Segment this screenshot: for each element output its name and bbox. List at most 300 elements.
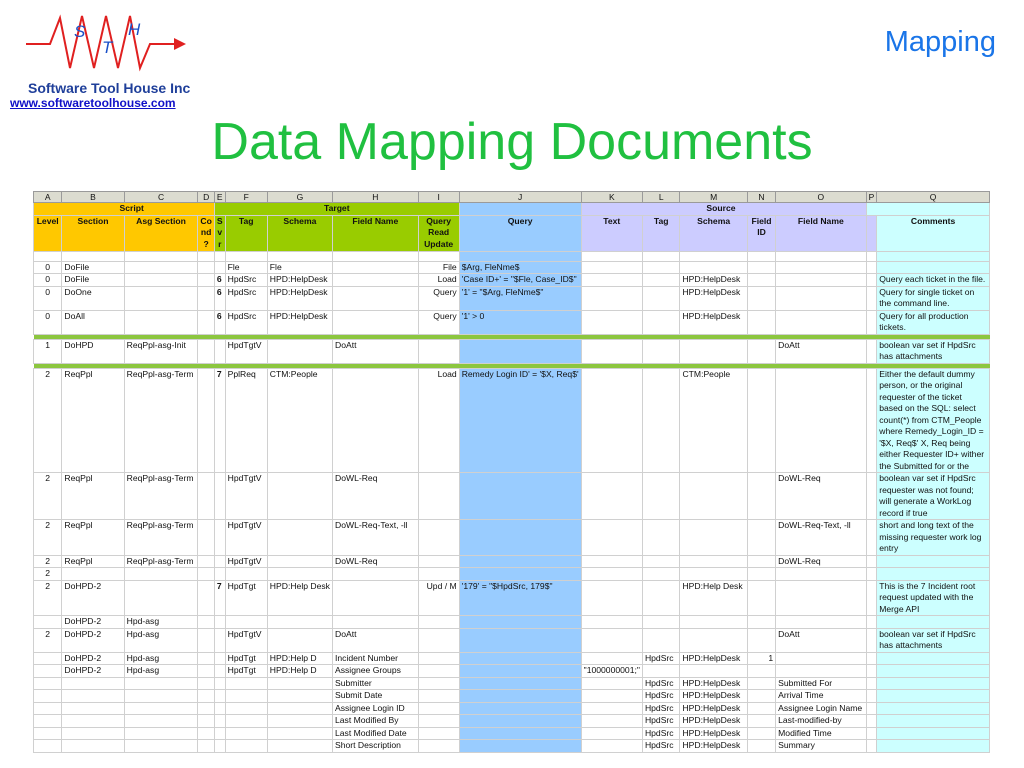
column-letter[interactable]: P [866,192,877,203]
cell-h[interactable]: Submit Date [332,690,418,703]
cell-k[interactable] [581,568,642,581]
cell-a[interactable] [34,616,62,629]
cell-h[interactable]: Assignee Groups [332,665,418,678]
cell-g[interactable] [267,740,332,753]
column-letter[interactable]: J [459,192,581,203]
cell-h[interactable]: DoAtt [332,339,418,363]
cell-q[interactable] [877,568,990,581]
cell-e[interactable]: 7 [214,368,225,473]
cell-h[interactable]: DoWL-Req [332,555,418,568]
cell-e[interactable] [214,473,225,520]
cell-o[interactable]: DoWL-Req [776,555,866,568]
cell-a[interactable]: 0 [34,286,62,310]
column-letter[interactable]: B [62,192,124,203]
cell-e[interactable] [214,715,225,728]
cell-d[interactable] [198,339,214,363]
column-letter[interactable]: F [225,192,267,203]
cell-a[interactable]: 0 [34,274,62,287]
cell-b[interactable] [62,568,124,581]
cell-j[interactable] [459,690,581,703]
cell-b[interactable] [62,677,124,690]
cell-g[interactable] [267,677,332,690]
cell-i[interactable] [418,616,459,629]
cell-b[interactable]: ReqPpl [62,555,124,568]
cell-n[interactable] [747,339,775,363]
cell-n[interactable] [747,568,775,581]
cell-c[interactable]: Hpd-asg [124,616,198,629]
cell-p[interactable] [866,555,877,568]
cell-i[interactable]: Upd / M [418,580,459,616]
cell-h[interactable] [332,274,418,287]
cell-n[interactable] [747,520,775,556]
cell-i[interactable] [418,568,459,581]
cell-e[interactable] [214,616,225,629]
cell-o[interactable] [776,580,866,616]
cell-d[interactable] [198,555,214,568]
cell-n[interactable] [747,555,775,568]
cell-e[interactable] [214,628,225,652]
cell-j[interactable]: '1' > 0 [459,310,581,334]
cell-g[interactable] [267,520,332,556]
cell-q[interactable]: Query for single ticket on the command line. [877,286,990,310]
cell-k[interactable] [581,274,642,287]
cell-i[interactable] [418,520,459,556]
cell-j[interactable] [459,702,581,715]
cell-b[interactable]: DoHPD-2 [62,628,124,652]
cell-b[interactable] [62,702,124,715]
cell-p[interactable] [866,628,877,652]
cell-o[interactable]: DoWL-Req [776,473,866,520]
cell-q[interactable] [877,251,990,261]
cell-f[interactable]: HpdTgtV [225,520,267,556]
cell-k[interactable] [581,690,642,703]
cell-a[interactable] [34,690,62,703]
cell-j[interactable] [459,616,581,629]
cell-k[interactable] [581,473,642,520]
cell-l[interactable]: HpdSrc [642,690,680,703]
cell-m[interactable]: HPD:HelpDesk [680,677,747,690]
cell-h[interactable] [332,568,418,581]
cell-a[interactable] [34,677,62,690]
cell-j[interactable] [459,339,581,363]
cell-p[interactable] [866,286,877,310]
cell-m[interactable]: HPD:HelpDesk [680,702,747,715]
cell-c[interactable] [124,702,198,715]
cell-m[interactable]: HPD:HelpDesk [680,715,747,728]
cell-f[interactable] [225,677,267,690]
cell-g[interactable]: Fle [267,261,332,274]
cell-m[interactable] [680,339,747,363]
cell-p[interactable] [866,368,877,473]
cell-m[interactable] [680,520,747,556]
cell-a[interactable]: 0 [34,261,62,274]
cell-a[interactable]: 2 [34,520,62,556]
column-letter[interactable]: L [642,192,680,203]
cell-e[interactable] [214,555,225,568]
cell-m[interactable]: CTM:People [680,368,747,473]
cell-n[interactable] [747,286,775,310]
cell-h[interactable]: Last Modified Date [332,727,418,740]
cell-m[interactable] [680,555,747,568]
cell-i[interactable] [418,339,459,363]
cell-o[interactable]: Modified Time [776,727,866,740]
cell-e[interactable] [214,520,225,556]
cell-q[interactable] [877,690,990,703]
cell-o[interactable] [776,274,866,287]
column-letter[interactable]: Q [877,192,990,203]
cell-p[interactable] [866,568,877,581]
cell-q[interactable] [877,652,990,665]
cell-e[interactable] [214,261,225,274]
cell-f[interactable]: HpdTgt [225,652,267,665]
column-letter[interactable]: H [332,192,418,203]
cell-a[interactable]: 2 [34,555,62,568]
cell-f[interactable]: PplReq [225,368,267,473]
cell-b[interactable]: ReqPpl [62,473,124,520]
cell-d[interactable] [198,261,214,274]
cell-e[interactable] [214,702,225,715]
cell-i[interactable] [418,473,459,520]
cell-n[interactable]: 1 [747,652,775,665]
cell-p[interactable] [866,690,877,703]
cell-o[interactable]: DoWL-Req-Text, -ll [776,520,866,556]
cell-b[interactable]: DoHPD-2 [62,616,124,629]
cell-m[interactable] [680,251,747,261]
cell-l[interactable] [642,616,680,629]
cell-m[interactable] [680,628,747,652]
cell-d[interactable] [198,715,214,728]
cell-l[interactable] [642,520,680,556]
cell-l[interactable] [642,665,680,678]
column-letter[interactable]: K [581,192,642,203]
cell-n[interactable] [747,310,775,334]
cell-h[interactable] [332,580,418,616]
cell-b[interactable]: ReqPpl [62,520,124,556]
cell-d[interactable] [198,580,214,616]
cell-e[interactable] [214,251,225,261]
cell-i[interactable]: Load [418,274,459,287]
cell-l[interactable] [642,473,680,520]
cell-b[interactable] [62,690,124,703]
cell-d[interactable] [198,568,214,581]
cell-f[interactable] [225,251,267,261]
cell-e[interactable]: 6 [214,274,225,287]
cell-b[interactable] [62,740,124,753]
cell-f[interactable] [225,727,267,740]
cell-g[interactable] [267,339,332,363]
cell-c[interactable]: ReqPpl-asg-Term [124,520,198,556]
cell-j[interactable] [459,665,581,678]
column-letter[interactable]: M [680,192,747,203]
cell-b[interactable]: DoHPD-2 [62,652,124,665]
cell-q[interactable] [877,715,990,728]
cell-e[interactable]: 6 [214,286,225,310]
cell-m[interactable]: HPD:HelpDesk [680,310,747,334]
column-letter[interactable]: C [124,192,198,203]
cell-l[interactable] [642,368,680,473]
cell-k[interactable] [581,310,642,334]
cell-k[interactable] [581,740,642,753]
cell-m[interactable]: HPD:HelpDesk [680,690,747,703]
cell-l[interactable] [642,286,680,310]
cell-c[interactable] [124,740,198,753]
cell-f[interactable]: HpdSrc [225,286,267,310]
cell-b[interactable]: DoOne [62,286,124,310]
cell-g[interactable]: HPD:HelpDesk [267,286,332,310]
cell-q[interactable] [877,555,990,568]
cell-c[interactable] [124,690,198,703]
cell-l[interactable]: HpdSrc [642,715,680,728]
cell-l[interactable]: HpdSrc [642,652,680,665]
cell-j[interactable]: '179' = "$HpdSrc, 179$" [459,580,581,616]
cell-l[interactable] [642,339,680,363]
cell-q[interactable]: Query for all production tickets. [877,310,990,334]
cell-f[interactable]: HpdTgtV [225,555,267,568]
cell-j[interactable] [459,727,581,740]
cell-g[interactable]: HPD:HelpDesk [267,274,332,287]
cell-e[interactable] [214,568,225,581]
cell-n[interactable] [747,740,775,753]
cell-p[interactable] [866,740,877,753]
cell-d[interactable] [198,690,214,703]
cell-k[interactable]: "1000000001;" [581,665,642,678]
cell-q[interactable]: short and long text of the missing requester work log entry [877,520,990,556]
cell-l[interactable] [642,628,680,652]
cell-c[interactable]: Hpd-asg [124,628,198,652]
cell-o[interactable]: DoAtt [776,339,866,363]
cell-c[interactable]: ReqPpl-asg-Init [124,339,198,363]
cell-e[interactable] [214,665,225,678]
cell-i[interactable]: Query [418,310,459,334]
cell-g[interactable]: CTM:People [267,368,332,473]
cell-h[interactable]: Assignee Login ID [332,702,418,715]
cell-a[interactable]: 2 [34,580,62,616]
cell-n[interactable] [747,677,775,690]
cell-p[interactable] [866,665,877,678]
cell-j[interactable]: $Arg, FleNme$ [459,261,581,274]
cell-h[interactable]: DoWL-Req [332,473,418,520]
cell-k[interactable] [581,555,642,568]
cell-o[interactable]: Assignee Login Name [776,702,866,715]
cell-p[interactable] [866,652,877,665]
cell-o[interactable] [776,568,866,581]
cell-n[interactable] [747,727,775,740]
cell-m[interactable] [680,473,747,520]
cell-d[interactable] [198,677,214,690]
cell-f[interactable] [225,568,267,581]
cell-j[interactable] [459,473,581,520]
cell-g[interactable]: HPD:Help D [267,665,332,678]
cell-h[interactable] [332,251,418,261]
cell-i[interactable] [418,727,459,740]
cell-q[interactable]: Either the default dummy person, or the original requester of the ticket based on the SQL: select count(*) from CTM_People where Remedy_Login_ID = '$X, Req$' X, Req being either Requester ID+ wither the Submitted for or the [877,368,990,473]
cell-l[interactable] [642,274,680,287]
cell-h[interactable] [332,616,418,629]
cell-q[interactable] [877,677,990,690]
cell-g[interactable] [267,715,332,728]
cell-p[interactable] [866,274,877,287]
cell-n[interactable] [747,665,775,678]
cell-b[interactable]: DoHPD [62,339,124,363]
cell-n[interactable] [747,616,775,629]
cell-a[interactable] [34,702,62,715]
cell-f[interactable]: HpdSrc [225,310,267,334]
cell-n[interactable] [747,473,775,520]
cell-d[interactable] [198,727,214,740]
cell-j[interactable] [459,568,581,581]
cell-p[interactable] [866,580,877,616]
cell-c[interactable] [124,286,198,310]
cell-p[interactable] [866,310,877,334]
cell-d[interactable] [198,274,214,287]
column-letter[interactable]: D [198,192,214,203]
cell-i[interactable]: File [418,261,459,274]
cell-p[interactable] [866,616,877,629]
cell-o[interactable] [776,665,866,678]
cell-i[interactable] [418,690,459,703]
cell-j[interactable]: '1' = "$Arg, FleNme$" [459,286,581,310]
cell-q[interactable]: This is the 7 Incident root request updated with the Merge API [877,580,990,616]
cell-b[interactable]: ReqPpl [62,368,124,473]
cell-h[interactable]: Submitter [332,677,418,690]
cell-o[interactable] [776,286,866,310]
cell-b[interactable] [62,251,124,261]
cell-e[interactable]: 7 [214,580,225,616]
cell-b[interactable]: DoHPD-2 [62,580,124,616]
cell-g[interactable] [267,616,332,629]
cell-i[interactable] [418,715,459,728]
cell-e[interactable] [214,740,225,753]
cell-l[interactable]: HpdSrc [642,740,680,753]
logo-website-link[interactable]: www.softwaretoolhouse.com [10,96,176,110]
cell-i[interactable] [418,702,459,715]
cell-o[interactable]: Submitted For [776,677,866,690]
cell-l[interactable] [642,568,680,581]
cell-d[interactable] [198,473,214,520]
cell-b[interactable]: DoFile [62,261,124,274]
cell-o[interactable]: Last-modified-by [776,715,866,728]
cell-d[interactable] [198,251,214,261]
cell-e[interactable] [214,690,225,703]
cell-c[interactable] [124,251,198,261]
cell-o[interactable] [776,368,866,473]
cell-f[interactable]: HpdTgtV [225,339,267,363]
cell-m[interactable]: HPD:HelpDesk [680,286,747,310]
cell-h[interactable] [332,310,418,334]
cell-p[interactable] [866,727,877,740]
cell-q[interactable] [877,665,990,678]
cell-i[interactable]: Query [418,286,459,310]
cell-a[interactable]: 0 [34,310,62,334]
cell-i[interactable] [418,251,459,261]
cell-j[interactable]: Remedy Login ID' = '$X, Req$' [459,368,581,473]
column-letter[interactable]: I [418,192,459,203]
cell-c[interactable] [124,274,198,287]
cell-i[interactable] [418,665,459,678]
cell-m[interactable]: HPD:HelpDesk [680,727,747,740]
cell-j[interactable] [459,677,581,690]
cell-f[interactable]: HpdSrc [225,274,267,287]
cell-i[interactable] [418,628,459,652]
cell-k[interactable] [581,727,642,740]
cell-q[interactable] [877,702,990,715]
cell-f[interactable] [225,690,267,703]
cell-k[interactable] [581,628,642,652]
cell-p[interactable] [866,339,877,363]
cell-l[interactable] [642,261,680,274]
cell-b[interactable] [62,715,124,728]
cell-e[interactable] [214,677,225,690]
cell-g[interactable] [267,568,332,581]
cell-a[interactable]: 2 [34,628,62,652]
cell-c[interactable]: ReqPpl-asg-Term [124,368,198,473]
cell-n[interactable] [747,251,775,261]
cell-f[interactable] [225,715,267,728]
cell-n[interactable] [747,261,775,274]
cell-b[interactable]: DoAll [62,310,124,334]
cell-d[interactable] [198,702,214,715]
cell-a[interactable] [34,251,62,261]
cell-g[interactable] [267,251,332,261]
cell-b[interactable]: DoFile [62,274,124,287]
cell-e[interactable] [214,727,225,740]
cell-k[interactable] [581,286,642,310]
cell-i[interactable] [418,652,459,665]
column-letter[interactable]: O [776,192,866,203]
cell-f[interactable]: HpdTgtV [225,473,267,520]
cell-n[interactable] [747,368,775,473]
cell-l[interactable] [642,580,680,616]
cell-c[interactable]: ReqPpl-asg-Term [124,555,198,568]
cell-p[interactable] [866,715,877,728]
cell-f[interactable] [225,616,267,629]
cell-k[interactable] [581,616,642,629]
cell-h[interactable] [332,286,418,310]
column-letter[interactable]: G [267,192,332,203]
cell-c[interactable] [124,715,198,728]
cell-d[interactable] [198,368,214,473]
cell-a[interactable] [34,665,62,678]
cell-j[interactable] [459,628,581,652]
cell-g[interactable]: HPD:Help D [267,652,332,665]
cell-d[interactable] [198,740,214,753]
cell-j[interactable] [459,251,581,261]
cell-q[interactable] [877,727,990,740]
cell-a[interactable]: 1 [34,339,62,363]
cell-p[interactable] [866,677,877,690]
cell-c[interactable] [124,261,198,274]
cell-o[interactable]: DoAtt [776,628,866,652]
cell-c[interactable]: Hpd-asg [124,652,198,665]
cell-o[interactable] [776,261,866,274]
cell-m[interactable]: HPD:HelpDesk [680,740,747,753]
cell-q[interactable]: boolean var set if HpdSrc has attachments [877,339,990,363]
cell-h[interactable] [332,261,418,274]
cell-j[interactable] [459,740,581,753]
cell-n[interactable] [747,274,775,287]
cell-l[interactable] [642,555,680,568]
cell-h[interactable]: Incident Number [332,652,418,665]
cell-c[interactable] [124,310,198,334]
cell-j[interactable] [459,520,581,556]
cell-f[interactable]: HpdTgt [225,665,267,678]
cell-b[interactable] [62,727,124,740]
cell-d[interactable] [198,665,214,678]
cell-d[interactable] [198,616,214,629]
cell-g[interactable]: HPD:Help Desk [267,580,332,616]
cell-p[interactable] [866,261,877,274]
cell-q[interactable]: Query each ticket in the file. [877,274,990,287]
